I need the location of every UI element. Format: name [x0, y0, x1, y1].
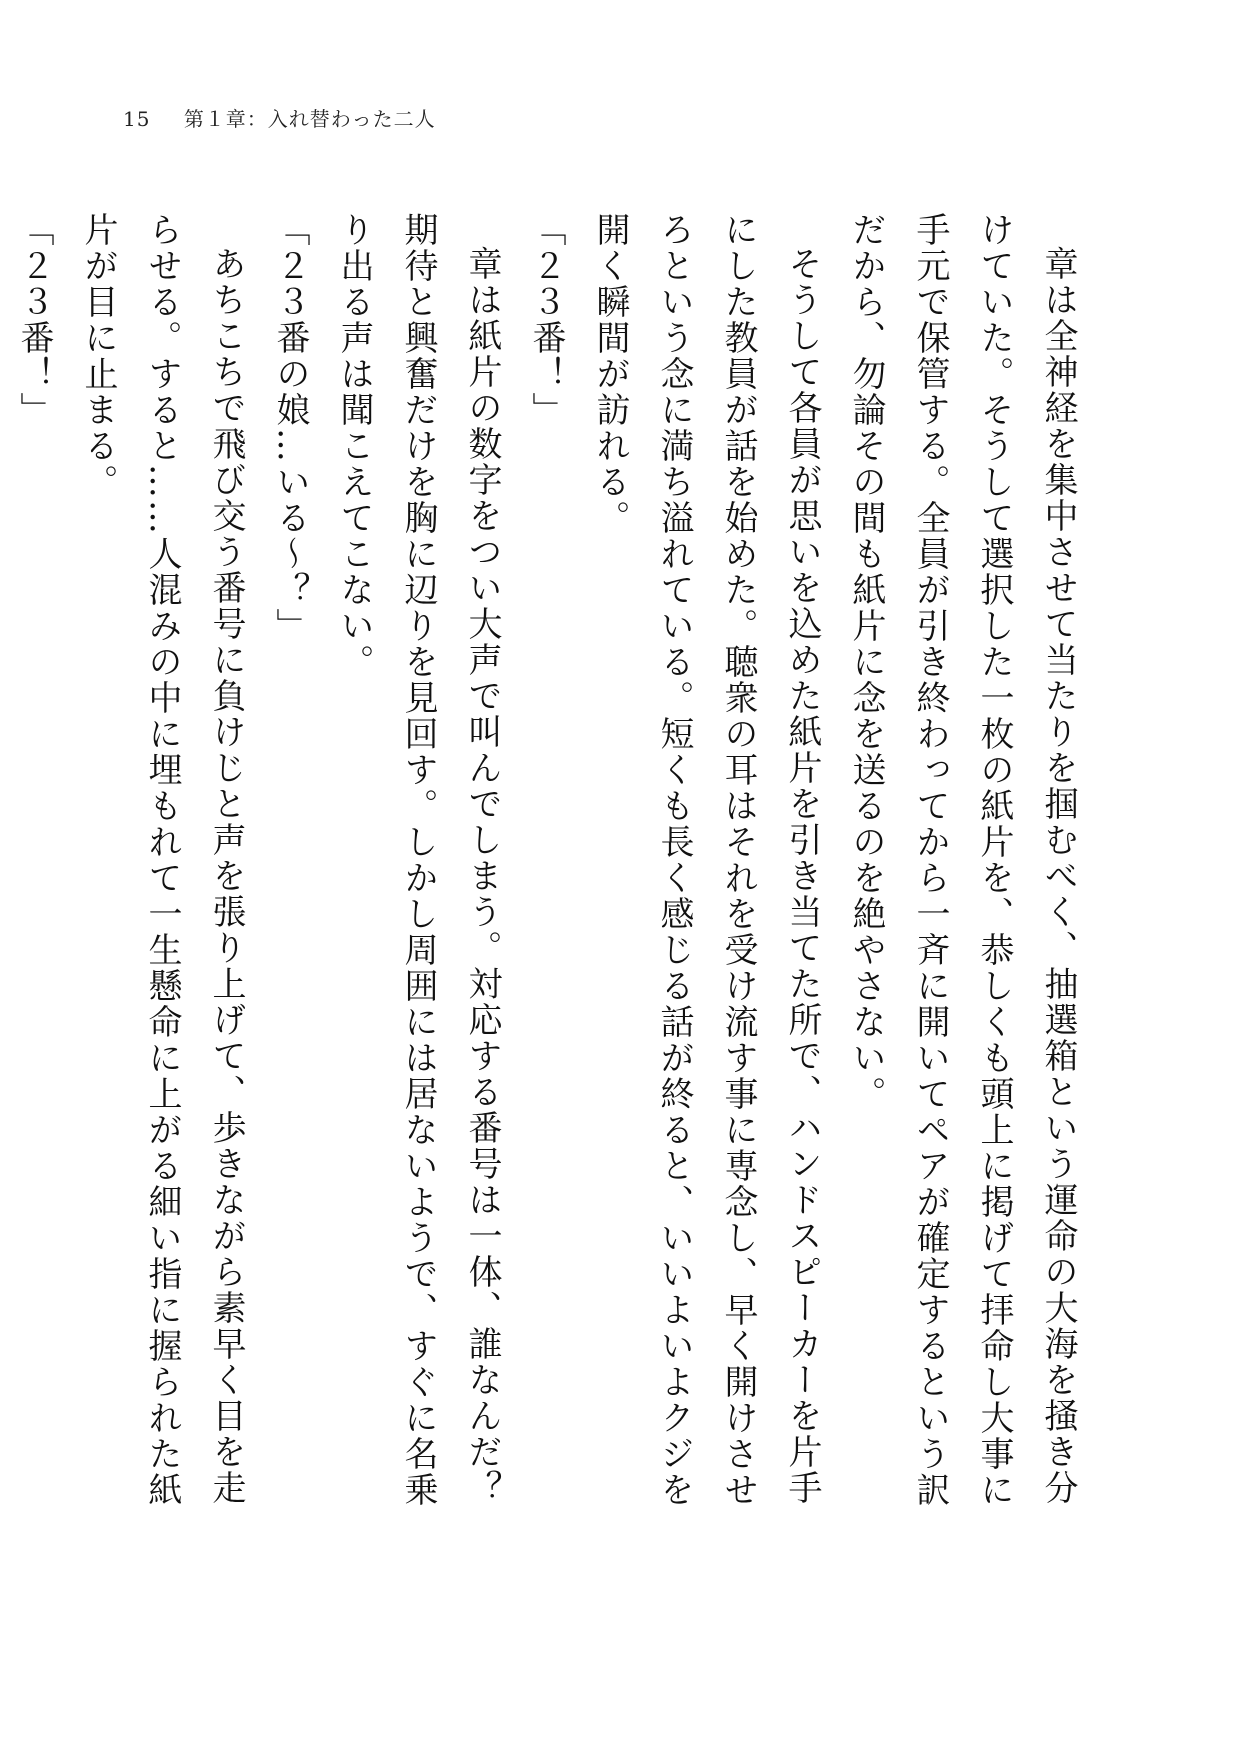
paragraph [0, 212, 2, 1512]
chapter-title: 第１章：入れ替わった二人 [183, 107, 436, 131]
body-text [0, 212, 1090, 1512]
paragraph: あちこちで飛び交う番号に負けじと声を張り上げて、歩きながら素早く目を走らせる。すると……人混みの中に埋もれて一生懸命に上がる細い指に握られた紙片が目に止まる。 [78, 212, 246, 1508]
paragraph: そうして各員が思いを込めた紙片を引き当てた所で、ハンドスピーカーを片手にした教員が話を始めた。聴衆の耳はそれを受け流す事に専念し、早く開けさせろという念に満ち溢れている。短くも長く感じる話が終ると、いいよいよクジを開く瞬間が訪れる。 [590, 212, 822, 1508]
paragraph: 章は紙片の数字をつい大声で叫んでしまう。対応する番号は一体、誰なんだ？期待と興奮だけを胸に辺りを見回す。しかし周囲には居ないようで、すぐに名乗り出る声は聞こえてこない。 [334, 212, 502, 1508]
paragraph: 「２３番！」 [526, 212, 566, 428]
paragraph: 章は全神経を集中させて当たりを掴むべく、抽選箱という運命の大海を掻き分けていた。そうして選択した一枚の紙片を、恭しくも頭上に掲げて拝命し大事に手元で保管する。全員が引き終わってから一斉に開いてペアが確定するという訳だから、勿論その間も紙片に念を送るのを絶やさない。 [846, 212, 1078, 1508]
paragraph: 「２３番！」 [14, 212, 54, 428]
running-head [123, 103, 436, 132]
page-number: 15 [123, 107, 151, 131]
paragraph: 「２３番の娘…いる〜？」 [270, 212, 310, 644]
